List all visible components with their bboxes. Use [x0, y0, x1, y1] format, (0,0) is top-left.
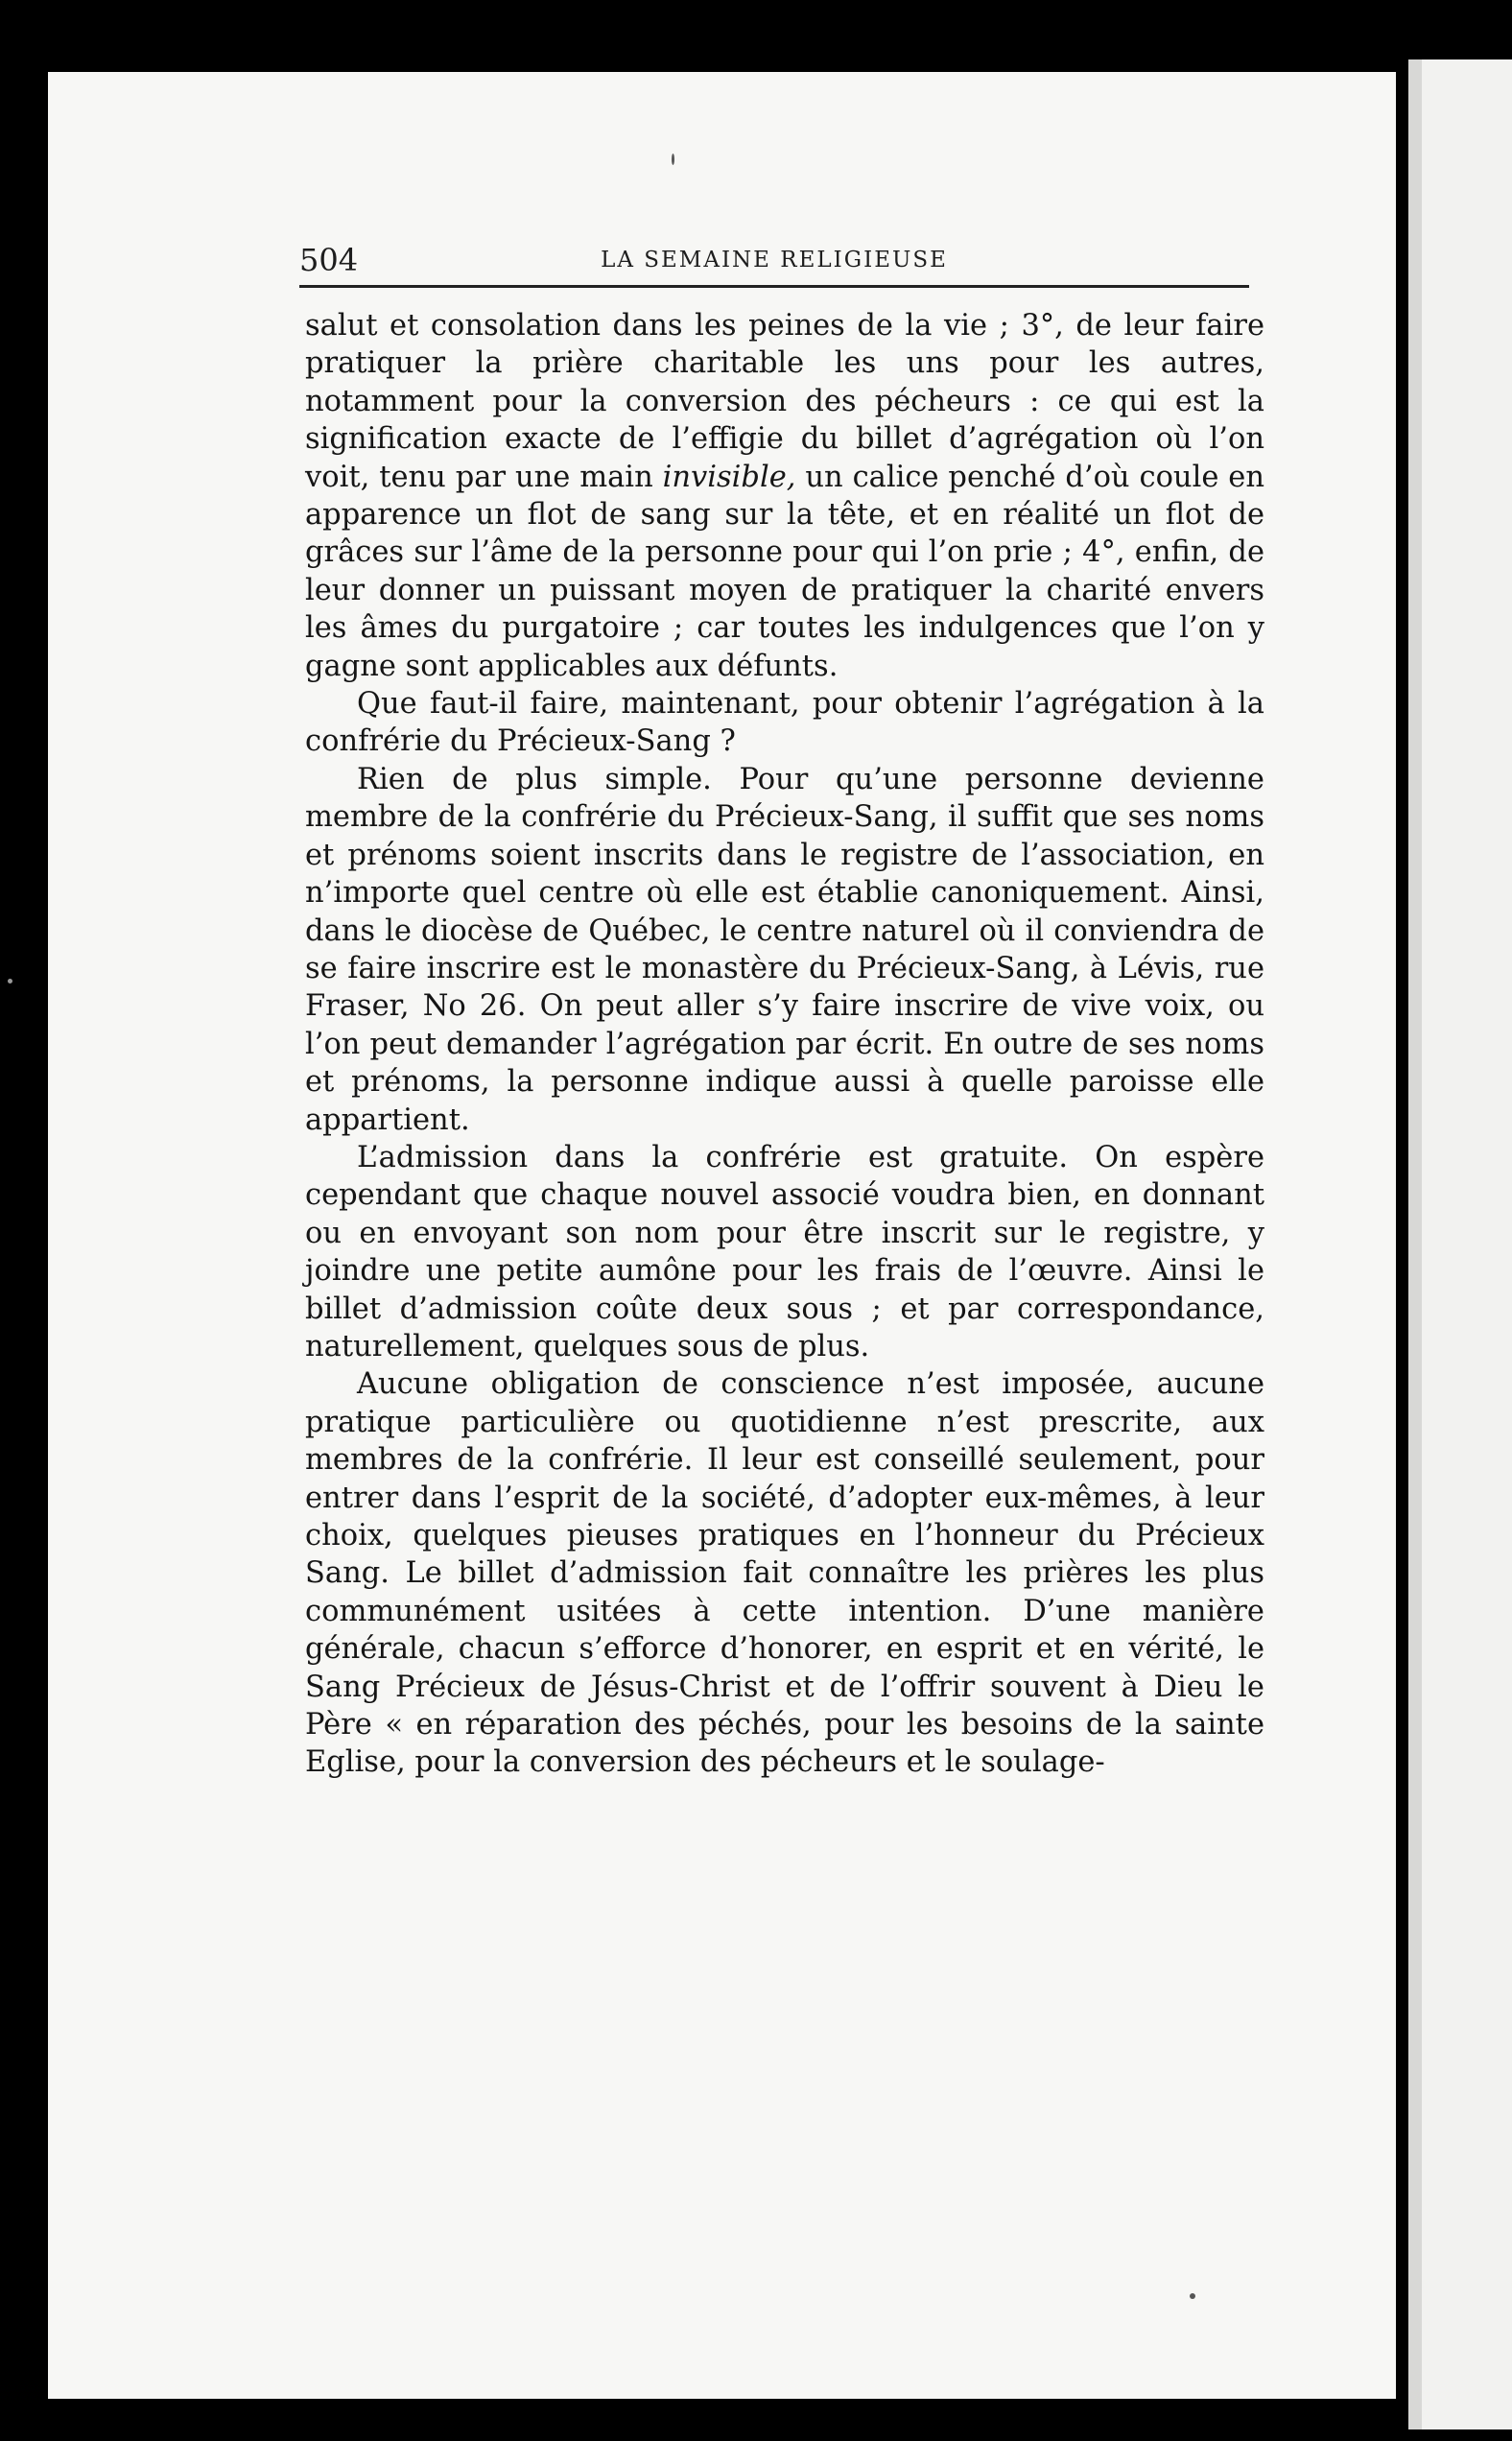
adjacent-page-edge	[1408, 59, 1512, 2429]
emphasis-invisible: invisible,	[662, 460, 796, 494]
scan-speck	[8, 979, 12, 984]
paragraph-1-text-end: un calice penché d’où coule en apparence un flot de sang sur la tête, et en réalité un flot de grâces sur l’âme de la personne pour qui l’on prie ; 4°, enfin, de leur donner un puissant moyen de pratiquer la charité envers les âmes du purgatoire ; car toutes les indulgences que l’on y gagne sont applicables aux défunts.	[305, 460, 1264, 683]
page-header	[299, 242, 1249, 288]
header-rule	[299, 285, 1249, 288]
paragraph-1-text-start: salut et consolation dans les peines de la vie ; 3°, de leur faire pratiquer la prière charitable les uns pour les autres, notamment pour la conversion des pécheurs : ce qui est la signification exacte de l’effigie du billet d’agrégation où l’on voit, tenu par une main	[305, 309, 1264, 494]
paragraph-5: Aucune obligation de conscience n’est imposée, aucune pratique particulière ou quotidienne n’est prescrite, aux membres de la confrérie. Il leur est conseillé seulement, pour entrer dans l’esprit de la société, d’adopter eux-mêmes, à leur choix, quelques pieuses pratiques en l’honneur du Précieux Sang. Le billet d’admission fait connaître les prières les plus communément usitées à cette intention. D’une manière générale, chacun s’efforce d’honorer, en esprit et en vérité, le Sang Précieux de Jésus-Christ et de l’offrir souvent à Dieu le Père « en réparation des péchés, pour les besoins de la sainte Eglise, pour la conversion des pécheurs et le soulage-	[305, 1367, 1264, 1780]
paragraph-1	[305, 307, 1264, 685]
paragraph-2: Que faut-il faire, maintenant, pour obtenir l’agrégation à la confrérie du Précieux-Sang ?	[305, 687, 1264, 759]
body-text	[305, 307, 1264, 1782]
paragraph-4: L’admission dans la confrérie est gratuite. On espère cependant que chaque nouvel associé voudra bien, en donnant ou en envoyant son nom pour être inscrit sur le registre, y joindre une petite aumône pour les frais de l’œuvre. Ainsi le billet d’admission coûte deux sous ; et par correspondance, naturellement, quelques sous de plus.	[305, 1140, 1264, 1363]
page-gutter	[1396, 0, 1408, 2441]
paragraph-3: Rien de plus simple. Pour qu’une personne devienne membre de la confrérie du Précieux-Sang, il suffit que ses noms et prénoms soient inscrits dans le registre de l’association, en n’importe quel centre où elle est établie canoniquement. Ainsi, dans le diocèse de Québec, le centre naturel où il conviendra de se faire inscrire est le monastère du Précieux-Sang, à Lévis, rue Fraser, No 26. On peut aller s’y faire inscrire de vive voix, ou l’on peut demander l’agrégation par écrit. En outre de ses noms et prénoms, la personne indique aussi à quelle paroisse elle appartient.	[305, 762, 1264, 1137]
running-title: LA SEMAINE RELIGIEUSE	[601, 248, 948, 273]
page-number: 504	[299, 242, 359, 278]
scan-speck	[672, 154, 674, 165]
scan-speck	[1190, 2293, 1195, 2299]
